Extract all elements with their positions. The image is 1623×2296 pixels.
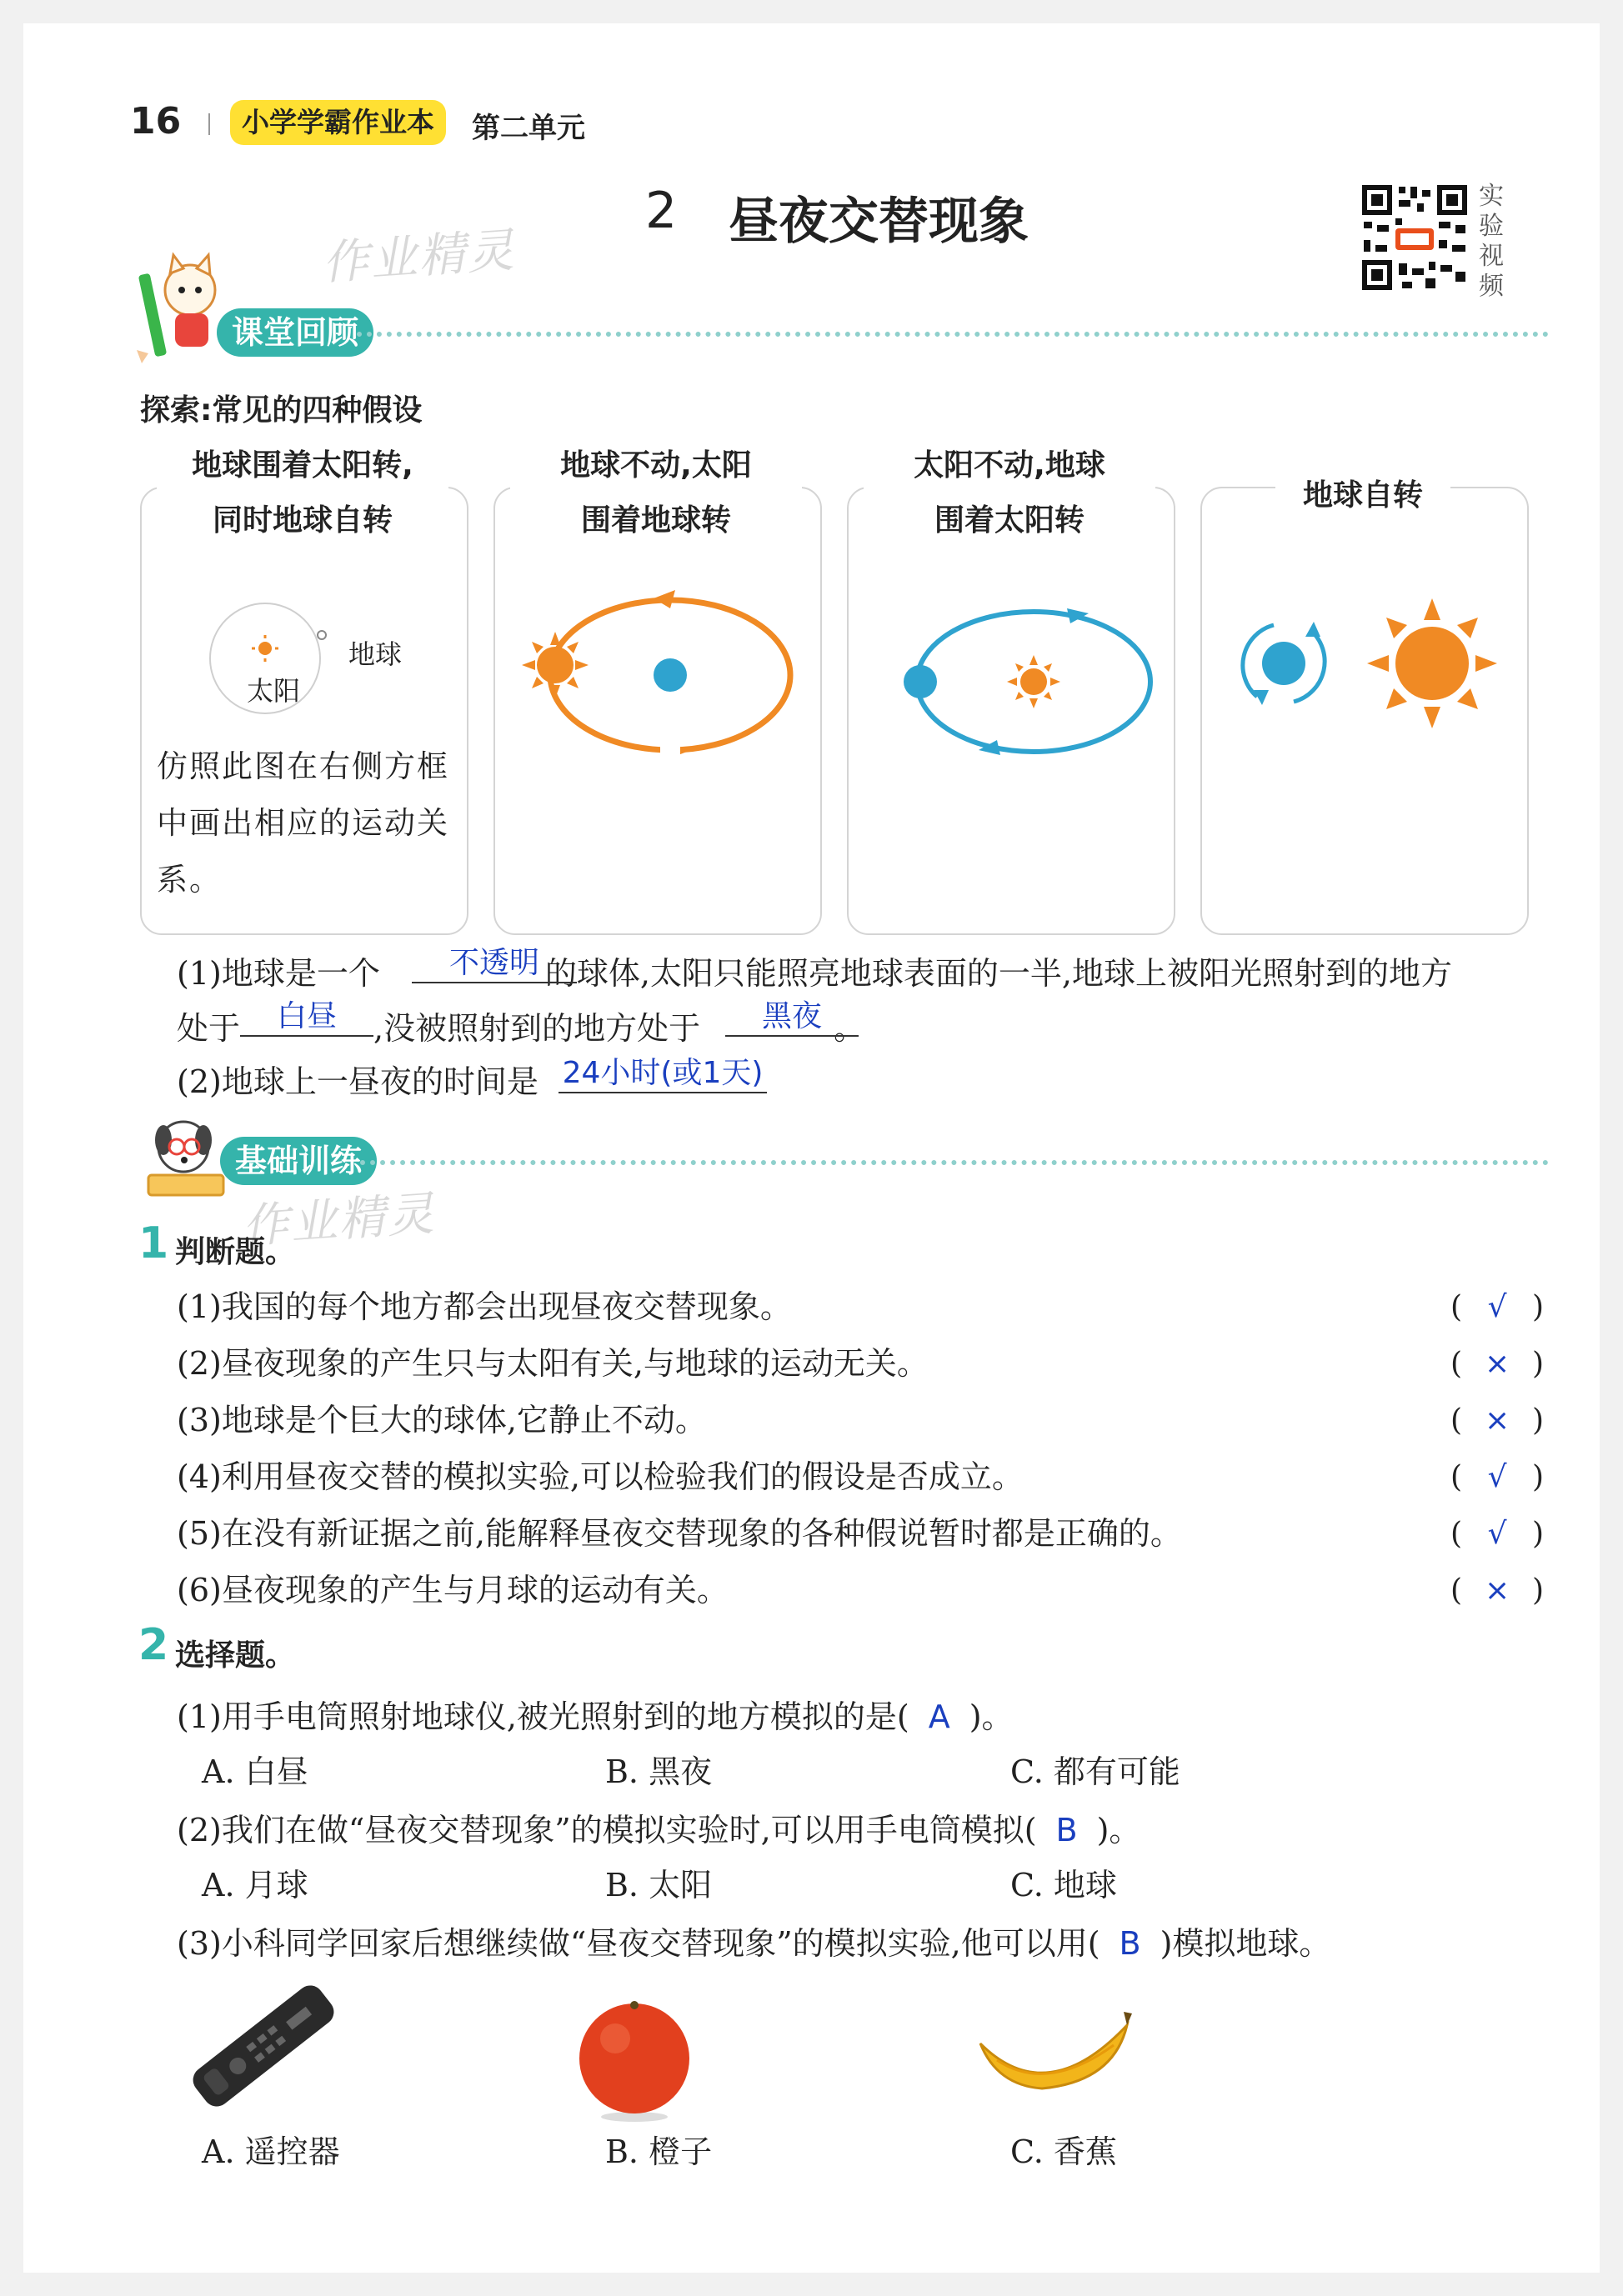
choice-question-text: )。 [969,1698,1014,1735]
choice-option[interactable]: B. 橙子 [605,2133,713,2170]
orange-image [572,1982,697,2123]
hypothesis-title-line: 地球自转 [1302,478,1423,513]
judge-item [177,1513,1182,1553]
hypothesis-title-1 [157,438,448,548]
judge-item [177,1287,792,1327]
judge-item-text: (3)地球是个巨大的球体,它静止不动。 [177,1402,707,1438]
judge-answer-mark: √ [1487,1290,1507,1324]
watermark: 作业精灵 [320,223,518,292]
choice-question-text: )模拟地球。 [1160,1925,1331,1962]
earth-label: 地球 [348,638,403,670]
fill-text: ,没被照射到的地方处于 [373,1010,701,1047]
answer-blank-day-length[interactable]: 24小时(或1天) [559,1055,767,1093]
judge-answer-slot[interactable]: ( √ ) [1450,1517,1545,1551]
choice-option[interactable]: B. 黑夜 [605,1753,713,1790]
unit-label: 第二单元 [472,112,585,145]
section-divider [357,332,1549,337]
choice-option[interactable]: C. 都有可能 [1010,1753,1180,1790]
section-practice-badge: 基础训练 [220,1137,377,1185]
judge-answer-mark: × [1484,1573,1510,1608]
judge-answer-mark: × [1484,1347,1510,1381]
remote-control-image [178,1970,345,2120]
banana-image [972,2002,1139,2110]
choice-question [177,1923,1330,1963]
section-review-badge: 课堂回顾 [217,308,373,357]
earth-orbits-sun-diagram [892,590,1167,773]
hypothesis-title-3 [864,438,1155,548]
choice-question [177,1697,1014,1737]
page-number: 16 [130,100,182,143]
lesson-title: 昼夜交替现象 [729,193,1029,251]
judge-answer-mark: √ [1487,1460,1507,1494]
choice-option[interactable]: A. 月球 [202,1867,308,1903]
choice-option[interactable]: C. 地球 [1010,1867,1117,1903]
hypothesis-title-4 [1275,468,1450,523]
fill-text: 处于 [177,1010,241,1047]
judge-item [177,1570,729,1610]
question-2-title: 选择题。 [175,1638,296,1673]
judge-answer-slot[interactable]: ( × ) [1450,1347,1545,1381]
judge-answer-slot[interactable]: ( √ ) [1450,1290,1545,1324]
hypothesis-title-line: 太阳不动,地球 [914,448,1105,483]
sun-orbits-earth-diagram [520,573,804,773]
qr-code-icon [1359,182,1470,293]
hypothesis-title-line: 地球围着太阳转, [192,448,413,483]
judge-item-text: (2)昼夜现象的产生只与太阳有关,与地球的运动无关。 [177,1345,929,1382]
fill-text: (2)地球上一昼夜的时间是 [177,1063,538,1100]
judge-item-text: (4)利用昼夜交替的模拟实验,可以检验我们的假设是否成立。 [177,1458,1024,1495]
watermark: 作业精灵 [240,1186,438,1255]
judge-item [177,1400,707,1440]
lesson-number: 2 [645,182,678,240]
judge-item-text: (5)在没有新证据之前,能解释昼夜交替现象的各种假说暂时都是正确的。 [177,1515,1182,1552]
fill-text: 。 [834,1010,866,1047]
fill-text: 的球体,太阳只能照亮地球表面的一半,地球上被阳光照射到的地方 [544,955,1452,992]
explore-heading: 探索:常见的四种假设 [140,393,423,428]
judge-item [177,1457,1024,1497]
choice-question-text: )。 [1096,1812,1141,1848]
fill-question-1-line-1 [177,953,1452,993]
judge-answer-slot[interactable]: ( × ) [1450,1573,1545,1608]
cat-mascot-icon [132,248,232,365]
question-1-title: 判断题。 [175,1235,296,1269]
choice-answer[interactable]: B [1055,1812,1078,1848]
workbook-page [23,23,1600,2273]
fill-question-2 [177,1062,538,1102]
choice-option[interactable]: C. 香蕉 [1010,2133,1117,2170]
hypothesis-title-2 [510,438,802,548]
book-title-badge: 小学学霸作业本 [230,100,446,145]
answer-blank-day[interactable]: 白昼 [240,998,373,1037]
judge-item-text: (6)昼夜现象的产生与月球的运动有关。 [177,1572,729,1608]
choice-question-text: (2)我们在做“昼夜交替现象”的模拟实验时,可以用手电筒模拟( [177,1812,1037,1848]
hypothesis-title-line: 地球不动,太阳 [560,448,752,483]
choice-question [177,1810,1140,1850]
earth-rotation-diagram [1224,565,1507,765]
question-2-number: 2 [138,1620,169,1670]
choice-option[interactable]: A. 白昼 [202,1753,308,1790]
choice-answer[interactable]: B [1119,1925,1141,1962]
hypothesis-title-line: 围着太阳转 [934,503,1085,538]
choice-option[interactable]: B. 太阳 [605,1867,713,1903]
choice-option[interactable]: A. 遥控器 [202,2133,340,2170]
judge-answer-mark: √ [1487,1517,1507,1551]
choice-question-text: (3)小科同学回家后想继续做“昼夜交替现象”的模拟实验,他可以用( [177,1925,1100,1962]
answer-blank-night[interactable]: 黑夜 [725,998,859,1037]
video-label: 实验视频 [1479,182,1504,301]
choice-question-text: (1)用手电筒照射地球仪,被光照射到的地方模拟的是( [177,1698,909,1735]
question-1-number: 1 [138,1218,169,1268]
choice-answer[interactable]: A [928,1698,950,1735]
judge-item-text: (1)我国的每个地方都会出现昼夜交替现象。 [177,1288,792,1325]
sun-label: 太阳 [247,675,301,707]
box-instruction: 仿照此图在右侧方框中画出相应的运动关系。 [157,748,449,898]
hypothesis-title-line: 围着地球转 [580,503,731,538]
fill-text: (1)地球是一个 [177,955,380,992]
judge-answer-mark: × [1484,1403,1510,1438]
judge-answer-slot[interactable]: ( × ) [1450,1403,1545,1438]
section-divider [360,1160,1549,1165]
qr-code[interactable] [1359,182,1470,293]
answer-blank-opacity[interactable]: 不透明 [412,945,577,983]
judge-item [177,1343,929,1383]
header-divider [208,113,210,135]
hypothesis-title-line: 同时地球自转 [212,503,393,538]
judge-answer-slot[interactable]: ( √ ) [1450,1460,1545,1494]
